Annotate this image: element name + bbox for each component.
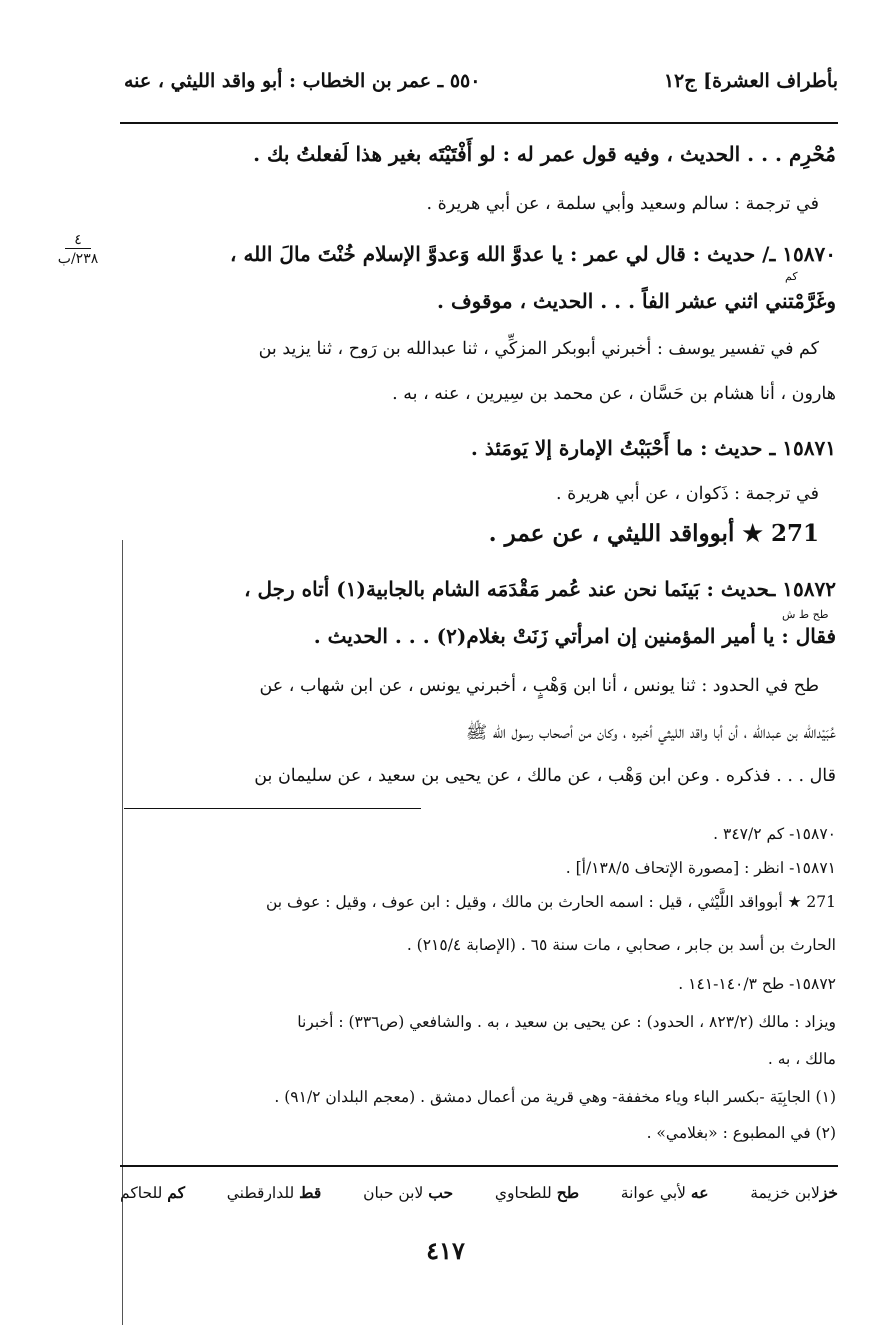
hadith-heading-15870: ١٥٨٧٠ ـ/ حديث : قال لي عمر : يا عدوَّ الله وَعدوَّ الإسلام خُنْتَ مالَ الله ، (230, 242, 836, 266)
abbrev-item: كم للحاكم (120, 1183, 185, 1202)
footnote-line: ويزاد : مالك (٨٢٣/٢ ، الحدود) : عن يحيى بن سعيد ، به . والشافعي (ص٣٣٦) : أخبرنا (297, 1013, 836, 1031)
footnote-line: (٢) في المطبوع : «بغلامي» . (646, 1124, 836, 1142)
text-line: قال . . . فذكره . وعن ابن وَهْب ، عن مالك ، عن يحيى بن سعيد ، عن سليمان بن (254, 766, 836, 786)
hadith-heading-15872: ١٥٨٧٢ ـحديث : بَينَما نحن عند عُمر مَقْدَمَه الشام بالجابية(١) أتاه رجل ، (244, 577, 836, 601)
header-volume-title: بأطراف العشرة] ج١٢ (663, 70, 838, 92)
text-line: في ترجمة : ذَكوان ، عن أبي هريرة . (556, 484, 819, 504)
text-line: فقال : يا أمير المؤمنين إن امرأتي زَنَتْ بغلام(٢) . . . الحديث . (313, 624, 836, 648)
footnote-separator (124, 808, 421, 809)
page-gutter-line (122, 540, 123, 1325)
header-rule (120, 122, 838, 124)
page-number: ٤١٧ (426, 1236, 465, 1265)
footnote-line: الحارث بن أسد بن جابر ، صحابي ، مات سنة ٦٥ . (الإصابة ٢١٥/٤) . (406, 936, 836, 954)
text-line: هارون ، أنا هشام بن حَسَّان ، عن محمد بن سِيرين ، عنه ، به . (392, 384, 836, 404)
footnote-line: 271 ★ أبوواقد اللَّيْثي ، قيل : اسمه الحارث بن مالك ، وقيل : ابن عوف ، وقيل : عوف بن (265, 893, 836, 911)
margin-folio-ref: ٢٣٨/ب (57, 251, 99, 267)
footnote-line: ١٥٨٧٢- طح ١٤٠/٣-١٤١ . (678, 975, 836, 993)
abbrev-item: طح للطحاوي (494, 1183, 580, 1202)
text-line: وغَرَّمْتني اثني عشر الفاً . . . الحديث ، موقوف . (437, 289, 836, 313)
abbreviation-key (120, 1183, 838, 1202)
narrator-heading-271: 271 ★ أبوواقد الليثي ، عن عمر . (488, 520, 819, 547)
text-line: كم في تفسير يوسف : أخبرني أبوبكر المزكِّي ، ثنا عبدالله بن رَوح ، ثنا يزيد بن (258, 339, 819, 359)
abbreviation-rule (120, 1165, 838, 1167)
footnote-line: (١) الجابِيَة -بكسر الباء وياء مخففة- وهي قرية من أعمال دمشق . (معجم البلدان ٩١/٢) . (274, 1088, 836, 1106)
margin-folio-number: ٤ (65, 232, 91, 249)
abbrev-item: عه لأبي عوانة (620, 1183, 709, 1202)
abbrev-item: قط للدارقطني (226, 1183, 322, 1202)
abbrev-item: خزلابن خزيمة (750, 1183, 838, 1202)
text-line: طح في الحدود : ثنا يونس ، أنا ابن وَهْبٍ ، أخبرني يونس ، عن ابن شهاب ، عن (259, 676, 819, 696)
footnote-line: ١٥٨٧٠- كم ٣٤٧/٢ . (713, 825, 836, 843)
hadith-heading-15871: ١٥٨٧١ ـ حديث : ما أَحْبَبْتُ الإمارة إلا يَومَئذ . (470, 436, 836, 460)
footnote-line: مالك ، به . (767, 1050, 836, 1068)
text-line: مُحْرِم . . . الحديث ، وفيه قول عمر له : لو أَفْتَيْتَه بغير هذا لَفعلتُ بك . (253, 142, 836, 166)
text-line: عُبَيْدالله بن عبدالله ، أن أبا واقد الليثي أخبره ، وكان من أصحاب رسول الله ﷺ (466, 723, 836, 743)
footnote-line: ١٥٨٧١- انظر : [مصورة الإتحاف ١٣٨/٥/أ] . (565, 859, 836, 877)
running-header (118, 70, 838, 100)
marginal-siglum-tah: طح ط ش (782, 608, 829, 621)
header-section-title: ٥٥٠ ـ عمر بن الخطاب : أبو واقد الليثي ، عنه (124, 70, 481, 92)
text-line: في ترجمة : سالم وسعيد وأبي سلمة ، عن أبي هريرة . (426, 194, 819, 214)
marginal-siglum-kam: كم (785, 270, 798, 283)
margin-folio-note (48, 232, 108, 267)
abbrev-item: حب لابن حبان (363, 1183, 454, 1202)
